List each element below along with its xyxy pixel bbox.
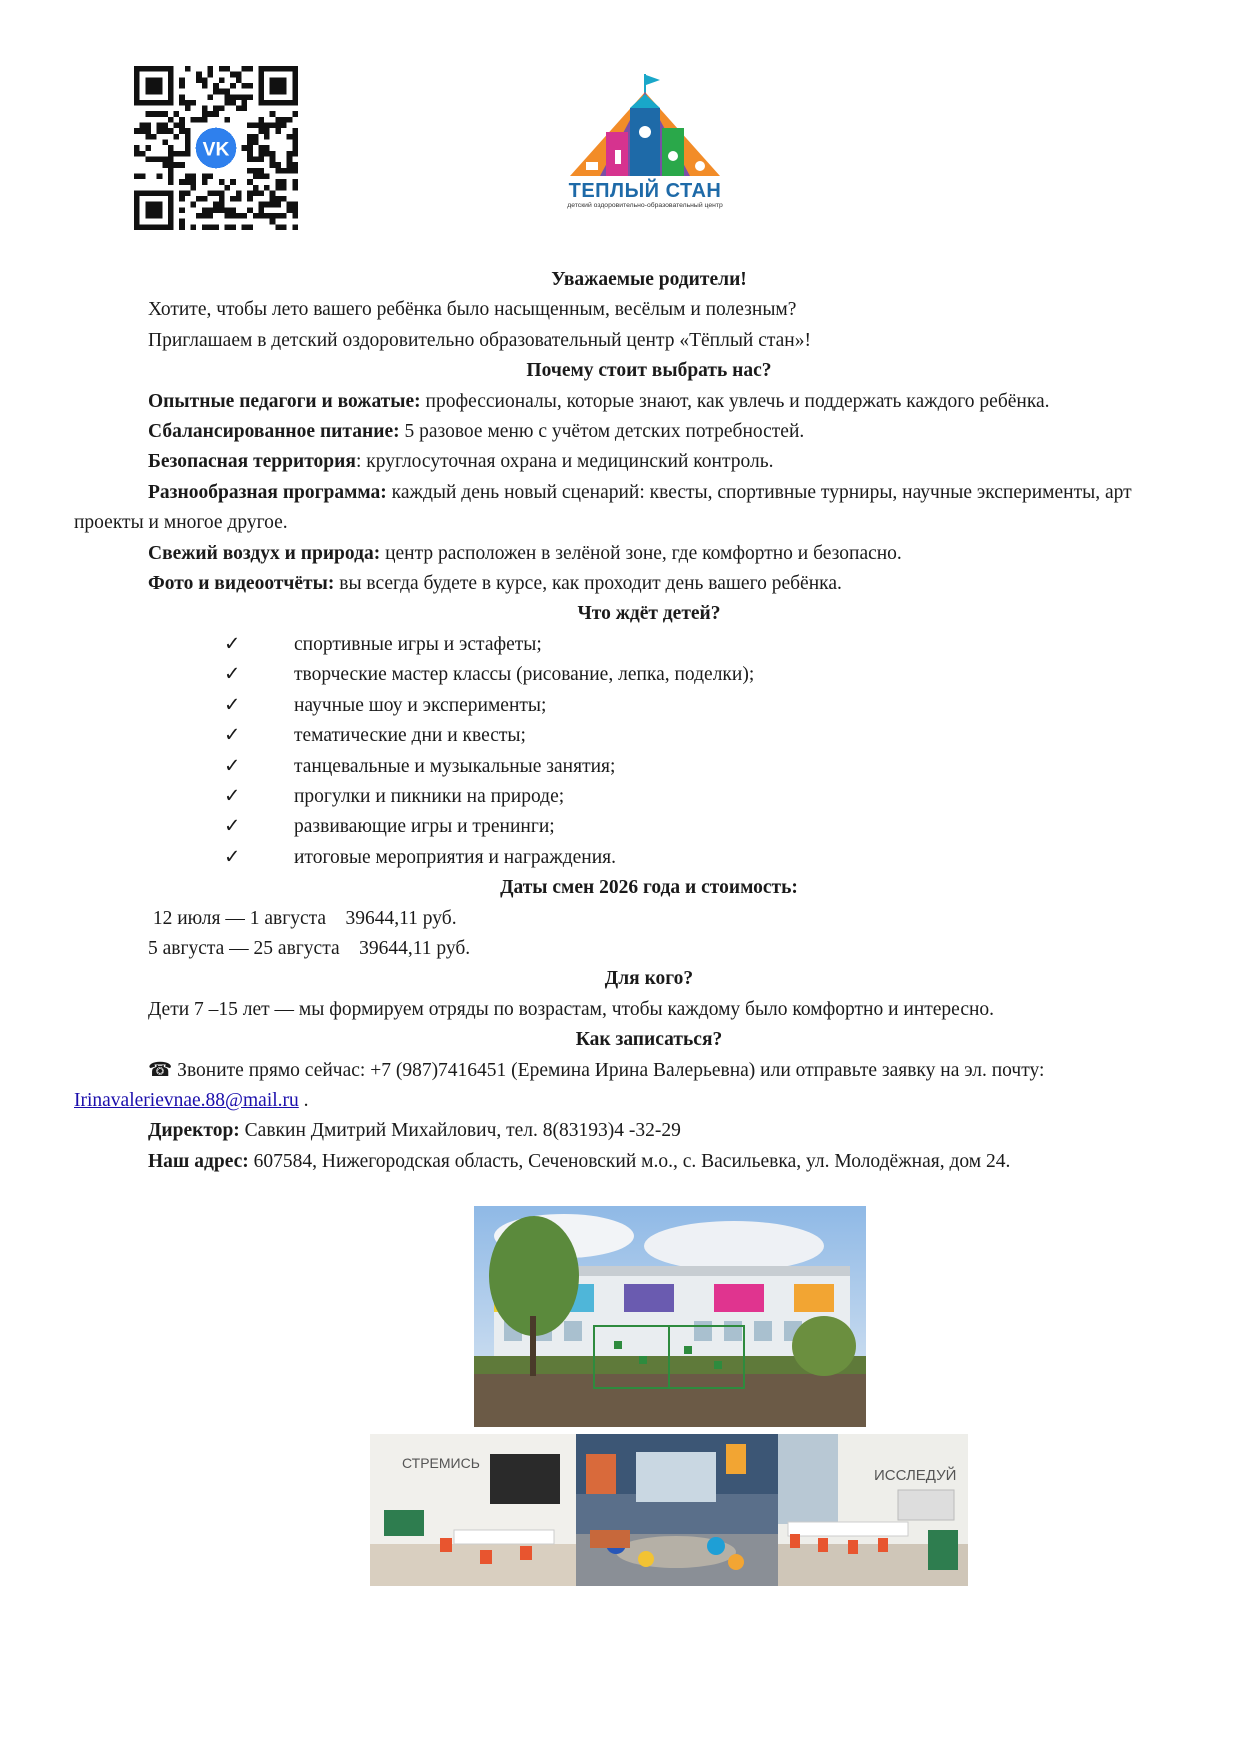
session-dates: 12 июля — 1 августа	[148, 907, 327, 929]
feature-item	[74, 447, 1184, 477]
intro-line-1: Хотите, чтобы лето вашего ребёнка было насыщенным, весёлым и полезным?	[148, 299, 797, 321]
logo	[560, 72, 730, 222]
feature-text: : круглосуточная охрана и медицинский контроль.	[355, 451, 774, 473]
room1-wall-label: СТРЕМИСЬ	[402, 1455, 480, 1471]
feature-title: Разнообразная программа:	[148, 481, 387, 503]
classroom-photo-3	[778, 1434, 968, 1586]
svg-text:VK: VK	[202, 139, 230, 161]
list-item	[74, 691, 1184, 721]
signup-heading: Как записаться?	[575, 1029, 723, 1051]
list-item	[74, 843, 1184, 873]
address-label: Наш адрес:	[148, 1150, 249, 1172]
feature-title: Опытные педагоги и вожатые:	[148, 390, 421, 412]
director-label: Директор:	[148, 1120, 240, 1142]
session-price: 39644,11 руб.	[359, 937, 471, 959]
checkmark-icon: ✓	[224, 725, 241, 747]
signup-tail: .	[298, 1089, 309, 1111]
for-whom-heading: Для кого?	[604, 968, 694, 990]
activity-text: спортивные игры и эстафеты;	[294, 633, 542, 655]
feature-item	[74, 569, 1184, 599]
feature-item	[74, 478, 1184, 539]
feature-text: 5 разовое меню с учётом детских потребностей.	[399, 421, 805, 443]
checkmark-icon: ✓	[224, 785, 241, 807]
feature-item	[74, 387, 1184, 417]
session-row	[74, 934, 1184, 964]
feature-title: Сбалансированное питание:	[148, 421, 400, 443]
classroom-photo-1	[370, 1434, 576, 1586]
feature-text: профессионалы, которые знают, как увлечь и поддержать каждого ребёнка.	[420, 390, 1050, 412]
list-item	[74, 721, 1184, 751]
checkmark-icon: ✓	[224, 633, 241, 655]
list-item	[74, 752, 1184, 782]
dates-heading: Даты смен 2026 года и стоимость:	[500, 877, 798, 899]
classroom-photo-3-image	[778, 1434, 968, 1586]
classroom-photo-2-image	[576, 1434, 778, 1586]
qr-code[interactable]	[134, 66, 298, 230]
phone-icon: ☎	[148, 1059, 173, 1081]
classroom-photo-2	[576, 1434, 778, 1586]
list-item	[74, 812, 1184, 842]
building-photo	[474, 1206, 866, 1427]
address-text: 607584, Нижегородская область, Сеченовский м.о., с. Васильевка, ул. Молодёжная, дом 24.	[248, 1150, 1011, 1172]
list-item	[74, 660, 1184, 690]
activity-text: прогулки и пикники на природе;	[294, 785, 565, 807]
activity-text: танцевальные и музыкальные занятия;	[294, 755, 616, 777]
feature-text: вы всегда будете в курсе, как проходит день вашего ребёнка.	[334, 573, 842, 595]
list-item	[74, 630, 1184, 660]
session-dates: 5 августа — 25 августа	[148, 937, 340, 959]
director-line	[74, 1116, 1184, 1146]
feature-item	[74, 539, 1184, 569]
checkmark-icon: ✓	[224, 846, 241, 868]
why-heading: Почему стоит выбрать нас?	[526, 360, 772, 382]
email-link[interactable]: Irinavalerievnae.88@mail.ru	[74, 1089, 299, 1111]
feature-text: каждый день новый сценарий: квесты, спортивные турниры, научные эксперименты, арт проекты и многое другое.	[74, 481, 1132, 534]
director-text: Савкин Дмитрий Михайлович, тел. 8(83193)4 -32-29	[239, 1120, 681, 1142]
feature-item	[74, 417, 1184, 447]
castle-logo-icon	[560, 72, 730, 180]
for-whom-text: Дети 7 –15 лет — мы формируем отряды по возрастам, чтобы каждому было комфортно и интересно.	[148, 998, 995, 1020]
logo-title: ТЕПЛЫЙ СТАН	[568, 180, 722, 202]
building-photo-image	[474, 1206, 866, 1427]
checkmark-icon: ✓	[224, 664, 241, 686]
activity-text: тематические дни и квесты;	[294, 725, 526, 747]
activity-text: творческие мастер классы (рисование, лепка, поделки);	[294, 664, 755, 686]
feature-title: Свежий воздух и природа:	[148, 542, 381, 564]
feature-title: Фото и видеоотчёты:	[148, 573, 335, 595]
session-price: 39644,11 руб.	[345, 907, 457, 929]
document-body	[74, 265, 1184, 1177]
intro-line-2: Приглашаем в детский оздоровительно образовательный центр «Тёплый стан»!	[148, 329, 811, 351]
checkmark-icon: ✓	[224, 694, 241, 716]
classroom-photo-1-image	[370, 1434, 576, 1586]
checkmark-icon: ✓	[224, 816, 241, 838]
logo-subtitle: детский оздоровительно-образовательный центр	[567, 202, 723, 209]
feature-text: центр расположен в зелёной зоне, где комфортно и безопасно.	[380, 542, 902, 564]
address-line	[74, 1147, 1184, 1177]
activities-list	[74, 630, 1184, 873]
activity-text: итоговые мероприятия и награждения.	[294, 846, 617, 868]
signup-call-text: Звоните прямо сейчас: +7 (987)7416451 (Еремина Ирина Валерьевна) или отправьте заявку на эл. почту:	[172, 1059, 1045, 1081]
room3-wall-label: ИССЛЕДУЙ	[874, 1467, 957, 1484]
list-item	[74, 782, 1184, 812]
activity-text: развивающие игры и тренинги;	[294, 816, 555, 838]
activity-text: научные шоу и эксперименты;	[294, 694, 547, 716]
session-row	[74, 904, 1184, 934]
feature-title: Безопасная территория	[148, 451, 356, 473]
expect-heading: Что ждёт детей?	[577, 603, 721, 625]
vk-qr-code-icon	[134, 66, 298, 230]
greeting-heading: Уважаемые родители!	[551, 269, 747, 290]
signup-text	[74, 1056, 1184, 1117]
checkmark-icon: ✓	[224, 755, 241, 777]
